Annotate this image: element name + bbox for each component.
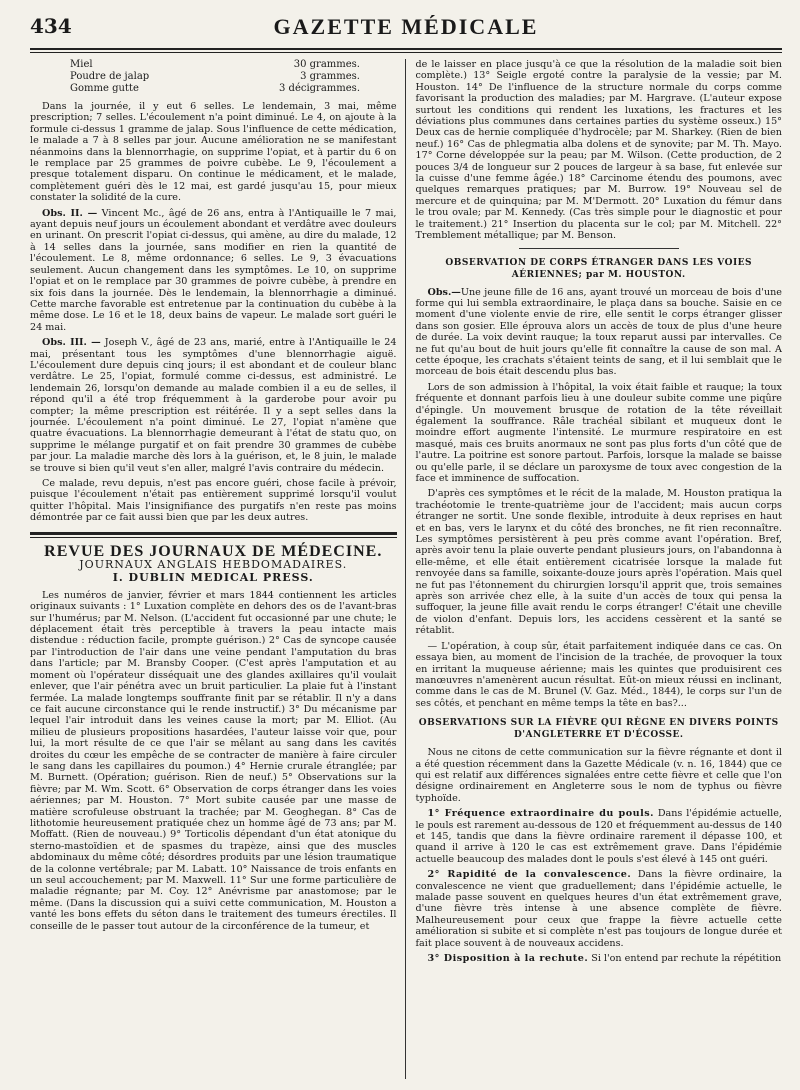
paragraph: Ce malade, revu depuis, n'est pas encore guéri, chose facile à prévoir, puisque l'écoulement n'était pas entièrement supprimé lorsqu'il voulut quitter l'hôpital. Mais l'insignifiance des purgatifs n'en reste pas moins démontrée par ce fait aussi bien que par les deux autres. <box>30 478 397 524</box>
paragraph <box>30 208 397 333</box>
paragraph <box>30 337 397 474</box>
obs-lead: Obs.— <box>427 286 461 298</box>
recipe-item: Gomme gutte <box>70 83 139 94</box>
paragraph: D'après ces symptômes et le récit de la malade, M. Houston pratiqua la trachéotomie le trente-quatrième jour de l'accident; mais aucun corps étranger ne sortit. Une sonde flexible, introduite à deux reprises en haut et en bas, vers le larynx et du côté des bronches, ne fit rien reconnaître. Les symptômes persistèrent à peu près comme avant l'opération. Bref, après avoir tenu la plaie ouverte pendant plusieurs jours, on l'abandonna à elle-même, et elle était entièrement cicatrisée lorsque la malade fut renvoyée dans sa famille, soixante-douze jours après l'opération. Mais quel ne fut pas l'étonnement du chirurgien lorsqu'il apprit que, trois semaines après son arrivée chez elle, à la suite d'un accès de toux qui pensa la suffoquer, la jeune fille avait rendu le corps étranger! C'était une cheville de violon d'enfant. Depuis lors, les accidens cessèrent et la santé se rétablit. <box>415 488 782 637</box>
obs-lead: Obs. III. — <box>42 337 101 349</box>
obs-text: Joseph V., âgé de 23 ans, marié, entre à l'Antiquaille le 24 mai, présentant tous les symptômes d'une blennorrhagie aiguë. L'écoulement dure depuis cinq jours; il est abondant et de couleur blanc verdâtre. Le 25, l'opiat, formulé comme ci-dessus, est administré. Le lendemain 26, lorsqu'on demande au malade combien il a eu de selles, il répond qu'il a été trop fréquemment à la garderobe pour avoir pu compter; la même prescription est réitérée. Il y a sept selles dans la journée. L'écoulement n'a point diminué. Le 27, l'opiat n'amène que quatre évacuations. La blennorrhagie demeurant à l'état de statu quo, on supprime le mélange purgatif et on fait prendre 30 grammes de cubèbe par jour. La maladie marche dès lors à la guérison, et, le 8 juin, le malade se trouve si bien qu'il veut s'en aller, malgré l'avis contraire du médecin. <box>30 337 397 474</box>
paragraph <box>415 953 782 964</box>
point-lead: 1° Fréquence extraordinaire du pouls. <box>427 808 654 820</box>
paragraph: Dans la journée, il y eut 6 selles. Le lendemain, 3 mai, même prescription; 7 selles. L'écoulement n'a point diminué. Le 4, on ajoute à la formule ci-dessus 1 gramme de jalap. Sous l'influence de cette médication, le malade a 7 à 8 selles par jour. Aucune amélioration ne se manifestant néanmoins dans la blennorrhagie, on supprime l'opiat, et à partir du 6 on le remplace par 25 grammes de poivre cubèbe. Le 9, l'écoulement a presque totalement disparu. On continue le médicament, et le malade, complètement guéri dès le 12 mai, est gardé jusqu'au 15, pour mieux constater la solidité de la cure. <box>30 101 397 204</box>
paragraph: de le laisser en place jusqu'à ce que la résolution de la maladie soit bien complète.) 13° Seigle ergoté contre la paralysie de la vessie; par M. Houston. 14° De l'influence de la structure normale du corps comme favorisant la production des maladies; par M. Hargrave. (L'auteur expose surtout les conditions qui rendent les luxations, les fractures et les déviations plus communes dans certaines parties du système osseux.) 15° Deux cas de hernie compliquée d'hydrocèle; par M. Sharkey. (Rien de bien neuf.) 16° Cas de phlegmatia alba dolens et de synovite; par M. Th. Mayo. 17° Corne développée sur la peau; par M. Wilson. (Cette production, de 2 pouces 3/4 de longueur sur 2 pouces de largeur à sa base, fut enlevée sur la cuisse d'une femme âgée.) 18° Carcinome étendu des poumons, avec quelques remarques pratiques; par M. Burrow. 19° Nouveau sel de mercure et de quinquina; par M. M'Dermott. 20° Luxation du fémur dans le trou ovale; par M. Kennedy. (Cas très simple pour le diagnostic et pour le traitement.) 21° Insertion du placenta sur le col; par M. Mitchell. 22° Tremblement métallique; par M. Benson. <box>415 59 782 242</box>
paragraph: Nous ne citons de cette communication sur la fièvre régnante et dont il a été question récemment dans la Gazette Médicale (v. n. 16, 1844) que ce qui est relatif aux différences signalées entre cette fièvre et celle que l'on désigne ordinairement en Angleterre sous le nom de typhus ou fièvre typhoïde. <box>415 747 782 804</box>
small-rule <box>519 248 679 249</box>
paragraph <box>415 808 782 865</box>
columns <box>30 59 782 1079</box>
fievre-heading: OBSERVATIONS SUR LA FIÈVRE QUI RÈGNE EN DIVERS POINTS D'ANGLETERRE ET D'ÉCOSSE. <box>418 718 779 741</box>
recipe-qty: 3 décigrammes. <box>279 83 360 94</box>
point-text: Dans la fièvre ordinaire, la convalescence ne vient que graduellement; dans l'épidémie actuelle, le malade passe souvent en quelques heures d'un état extrêmement grave, d'une fièvre très intense à une absence complète de fièvre. Malheureusement pour ceux que frappe la fièvre actuelle cette amélioration si subite et si complète n'est pas toujours de longue durée et fait place souvent à de nouveaux accidens. <box>415 869 782 949</box>
recipe-item: Poudre de jalap <box>70 71 150 82</box>
revue-subtitle: JOURNAUX ANGLAIS HEBDOMADAIRES. <box>79 558 348 572</box>
paragraph <box>415 287 782 378</box>
section-rule <box>30 532 397 538</box>
journal-title: GAZETTE MÉDICALE <box>273 14 539 39</box>
paragraph: — L'opération, à coup sûr, était parfaitement indiquée dans ce cas. On essaya bien, au moment de l'incision de la trachée, de provoquer la toux en irritant la muqueuse aérienne; mais les quintes que produisirent ces manœuvres n'amenèrent aucun résultat. Eût-on mieux réussi en inclinant, comme dans le cas de M. Brunel (V. Gaz. Méd., 1844), le corps sur l'un de ses côtés, et penchant en même temps la tête en bas?... <box>415 640 782 709</box>
recipe-list <box>70 59 397 95</box>
revue-title: REVUE DES JOURNAUX DE MÉDECINE. <box>44 542 383 560</box>
obs-text: Une jeune fille de 16 ans, ayant trouvé un morceau de bois d'une forme qui lui sembla extraordinaire, le plaça dans sa bouche. Saisie en ce moment d'une violente envie de rire, elle sentit le corps étranger glisser dans son gosier. Elle éprouva alors un accès de toux de plus d'une heure de durée. La voix devint rauque; la toux reparut aussi par intervalles. Ce ne fut qu'au bout de huit jours qu'elle fit connaître la cause de son mal. A cette époque, les crachats s'étaient teints de sang, et il lui semblait que le morceau de bois était descendu plus bas. <box>415 286 782 378</box>
header-rule <box>30 48 782 53</box>
recipe-row <box>70 71 360 83</box>
recipe-item: Miel <box>70 59 93 70</box>
paragraph: Les numéros de janvier, février et mars 1844 contiennent les articles originaux suivants : 1° Luxation complète en dehors des os de l'avant-bras sur l'humérus; par M. Nelson. (L'accident fut occasionné par une chute; le déplacement était très perceptible à travers la peau intacte mais distendue : réduction facile, prompte guérison.) 2° Cas de syncope causée par l'introduction de l'air dans une veine pendant l'amputation du bras dans l'article; par M. Bransby Cooper. (C'est après l'amputation et au moment où l'opérateur disséquait une des glandes axillaires qu'il voulait enlever, que l'air pénétra avec un bruit particulier. La plaie fut à l'instant fermée. La malade longtemps souffrante finit par se rétablir. Il n'y a dans ce fait aucune circonstance qui le rende instructif.) 3° Du mécanisme par lequel l'air introduit dans les veines cause la mort; par M. Elliot. (Au milieu de plusieurs propositions hasardées, l'auteur laisse voir que, pour lui, la mort résulte de ce que l'air se mêlant au sang dans les cavités droites du cœur les empêche de se contracter de manière à faire circuler le sang dans les capillaires du poumon.) 4° Hernie crurale étranglée; par M. Burnett. (Opération; guérison. Rien de neuf.) 5° Observations sur la fièvre; par M. Wm. Scott. 6° Observation de corps étranger dans les voies aériennes; par M. Houston. 7° Mort subite causée par une masse de matière scrofuleuse obstruant la trachée; par M. Geoghegan. 8° Cas de lithotomie heureusement pratiquée chez un homme âgé de 73 ans; par M. Moffatt. (Rien de nouveau.) 9° Torticolis dépendant d'un état atonique du sterno-mastoïdien et de spasmes du trapèze, ainsi que des muscles abdominaux du même côté; désordres produits par une lésion traumatique de la colonne vertébrale; par M. Labatt. 10° Naissance de trois enfants en un seul accouchement; par M. Maxwell. 11° Sur une forme particulière de maladie régnante; par M. Coy. 12° Anévrisme par anastomose; par le même. (Dans la discussion qui a suivi cette communication, M. Houston a vanté les bons effets du séton dans le traitement des tumeurs érectiles. Il conseille de le passer tout autour de la circonférence de la tumeur, et <box>30 589 397 932</box>
page-number: 434 <box>30 14 72 38</box>
paragraph: Lors de son admission à l'hôpital, la voix était faible et rauque; la toux fréquente et donnant parfois lieu à une douleur subite comme une piqûre d'épingle. Un mouvement brusque de rotation de la tête réveillait également la souffrance. Râle trachéal sibilant et muqueux dont le moindre effort augmente l'intensité. Le murmure respiratoire en est masqué, mais ces bruits anormaux ne sont pas plus forts d'un côté que de l'autre. La poitrine est sonore partout. Parfois, lorsque la malade se baisse ou qu'elle parle, il se déclare un paroxysme de toux avec congestion de la face et imminence de suffocation. <box>415 381 782 484</box>
section-title: I. DUBLIN MEDICAL PRESS. <box>112 571 314 585</box>
obs-heading: OBSERVATION DE CORPS ÉTRANGER DANS LES VOIES AÉRIENNES; par M. HOUSTON. <box>445 257 753 280</box>
point-lead: 3° Disposition à la rechute. <box>427 953 589 965</box>
recipe-qty: 3 grammes. <box>300 71 360 82</box>
paragraph <box>415 869 782 949</box>
point-text: Si l'on entend par rechute la répétition <box>591 953 782 965</box>
left-column <box>30 59 405 1079</box>
obs-text: Vincent Mc., âgé de 26 ans, entra à l'Antiquaille le 7 mai, ayant depuis neuf jours un écoulement abondant et verdâtre avec douleurs en urinant. On prescrit l'opiat ci-dessus, qui amène, au dire du malade, 12 à 14 selles dans la journée, sans modifier en rien la quantité de l'écoulement. Le 8, même ordonnance; 6 selles. Le 9, 3 évacuations seulement. Aucun changement dans les symptômes. Le 10, on supprime l'opiat et on le remplace par 30 grammes de poivre cubèbe, à prendre en six fois dans la journée. Dès le lendemain, la blennorrhagie a diminué. Cette marche favorable est entretenue par la continuation du cubèbe à la même dose. Le 16 et le 18, deux bains de vapeur. Le malade sort guéri le 24 mai. <box>30 207 397 333</box>
obs-lead: Obs. II. — <box>42 207 98 219</box>
recipe-row <box>70 83 360 95</box>
point-text: Dans l'épidémie actuelle, le pouls est rarement au-dessous de 120 et fréquemment au-dessus de 140 et 145, tandis que dans la fièvre ordinaire rarement il dépasse 100, et quand il arrive à 120 le cas est extrêmement grave. Dans l'épidémie actuelle beaucoup des malades dont le pouls s'est élevé à 145 ont guéri. <box>415 808 782 865</box>
right-column <box>405 59 782 1079</box>
page-header <box>30 14 782 44</box>
point-lead: 2° Rapidité de la convalescence. <box>427 869 632 881</box>
recipe-qty: 30 grammes. <box>293 59 360 70</box>
recipe-row <box>70 59 360 71</box>
